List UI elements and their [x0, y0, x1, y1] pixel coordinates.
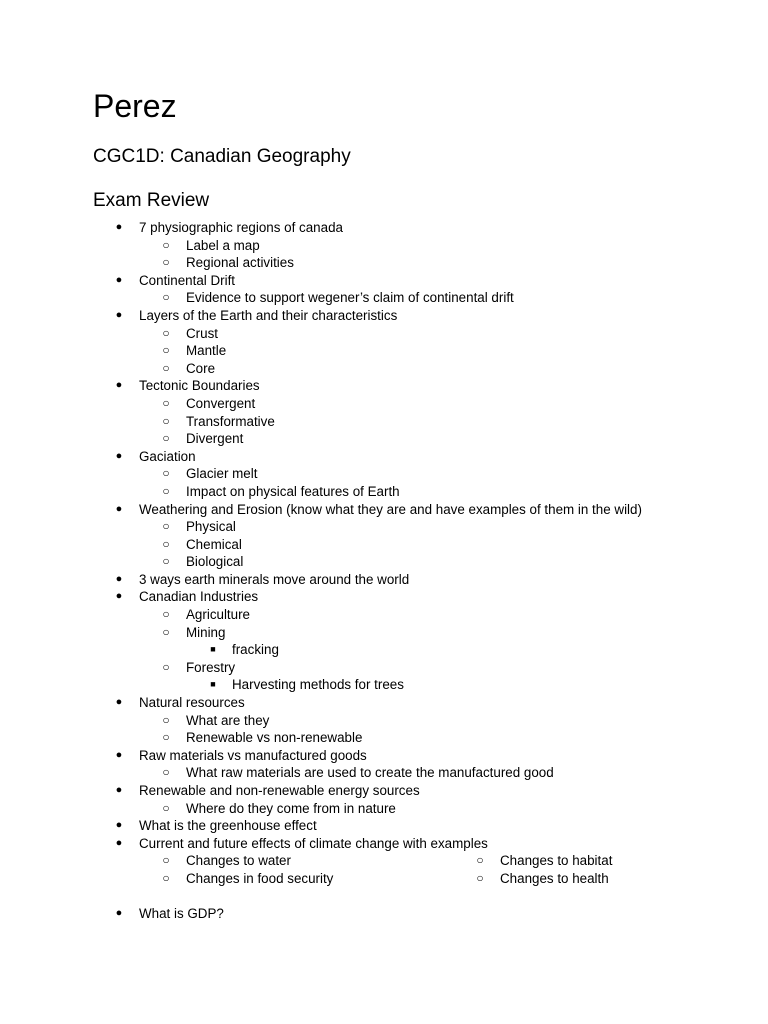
list-item-text: Gaciation: [139, 448, 196, 464]
list-item: [0, 272, 768, 290]
list-item-text: Changes in food security: [186, 870, 334, 886]
bullet-icon: ○: [162, 536, 170, 551]
bullet-icon: ●: [115, 449, 123, 462]
page-title: Perez: [93, 88, 177, 124]
bullet-icon: ○: [162, 395, 170, 410]
sub-list-item: [0, 483, 768, 501]
bullet-icon: ○: [162, 765, 170, 780]
bullet-icon: ○: [476, 853, 484, 868]
bullet-icon: ○: [162, 466, 170, 481]
list-item-text: Physical: [186, 519, 236, 535]
list-item-text: Current and future effects of climate change with examples: [139, 835, 488, 851]
sub-list-item: [0, 325, 768, 343]
list-item-text: Mining: [186, 624, 226, 640]
list-item-text: Tectonic Boundaries: [139, 378, 260, 394]
bullet-icon: ●: [115, 836, 123, 849]
sub-list-item: [0, 659, 768, 677]
list-item-text: Regional activities: [186, 255, 294, 271]
list-item-text: Renewable and non-renewable energy sources: [139, 783, 420, 798]
spacer: [0, 888, 768, 906]
list-item: [0, 377, 768, 395]
sub-list-item: [0, 800, 768, 818]
list-item-text: What are they: [186, 712, 270, 728]
bullet-icon: ○: [162, 853, 170, 868]
list-item-text: Transformative: [186, 413, 275, 429]
sub-list-item: [0, 624, 768, 642]
sub-list-item: [0, 536, 768, 554]
list-item-text: Glacier melt: [186, 466, 258, 482]
list-item: [0, 835, 768, 853]
bullet-icon: ○: [162, 624, 170, 639]
list-item-text: What raw materials are used to create the manufactured good: [186, 765, 554, 781]
list-item: [0, 219, 768, 237]
list-item: [0, 571, 768, 589]
list-item: [0, 588, 768, 606]
list-item-text: Core: [186, 360, 216, 376]
list-item-text: Harvesting methods for trees: [232, 677, 404, 693]
list-item-text: Crust: [186, 325, 218, 341]
bullet-icon: ○: [162, 659, 170, 674]
sub-list-item: [0, 254, 768, 272]
sub-list-item: [0, 518, 768, 536]
sub-list-item: [0, 729, 768, 747]
list-item: [0, 747, 768, 765]
list-item-text: 3 ways earth minerals move around the world: [139, 571, 410, 587]
list-item-text: Changes to water: [186, 853, 291, 869]
sub-list-item: [0, 430, 768, 448]
list-item-text: Natural resources: [139, 695, 245, 711]
list-item-text: Agriculture: [186, 607, 251, 623]
bullet-icon: ●: [115, 221, 123, 233]
list-item: [0, 905, 768, 923]
sub-list-item: [0, 360, 768, 378]
list-item-text: What is GDP?: [139, 906, 224, 922]
bullet-icon: ○: [162, 255, 170, 270]
list-item-text: Layers of the Earth and their characteristics: [139, 307, 398, 323]
section-heading: Exam Review: [93, 190, 210, 211]
list-item-text: Raw materials vs manufactured goods: [139, 747, 367, 763]
sub-sub-list-item: [0, 676, 768, 694]
bullet-icon: ●: [115, 819, 123, 832]
bullet-icon: ○: [162, 607, 170, 622]
review-outline: [0, 219, 768, 923]
list-item-text: Changes to habitat: [500, 853, 613, 869]
bullet-icon: ○: [162, 870, 170, 885]
sub-sub-list-item: [0, 641, 768, 659]
sub-list-item: [0, 764, 768, 782]
bullet-icon: ○: [162, 413, 170, 428]
bullet-icon: ●: [115, 308, 123, 321]
bullet-icon: ○: [162, 237, 170, 252]
two-column-row: [0, 870, 768, 888]
sub-list-item: [0, 465, 768, 483]
bullet-icon: ●: [115, 784, 123, 796]
list-item: [0, 501, 768, 519]
bullet-icon: ○: [162, 712, 170, 727]
course-title: CGC1D: Canadian Geography: [93, 146, 351, 167]
list-item-text: Weathering and Erosion (know what they are and have examples of them in the wild): [139, 501, 642, 517]
list-item: [0, 448, 768, 466]
bullet-icon: ○: [162, 360, 170, 375]
list-item: [0, 782, 768, 800]
bullet-icon: ○: [162, 800, 170, 815]
list-item-text: Renewable vs non-renewable: [186, 730, 363, 746]
bullet-icon: ●: [115, 590, 123, 603]
list-item-text: Chemical: [186, 536, 242, 552]
bullet-icon: ■: [210, 679, 216, 690]
bullet-icon: ●: [115, 572, 123, 585]
bullet-icon: ○: [162, 554, 170, 569]
list-item: [0, 694, 768, 712]
bullet-icon: ●: [115, 696, 123, 709]
bullet-icon: ■: [210, 644, 216, 655]
sub-list-item: [0, 395, 768, 413]
bullet-icon: ●: [115, 502, 123, 515]
list-item-text: What is the greenhouse effect: [139, 818, 317, 834]
bullet-icon: ○: [162, 730, 170, 745]
list-item-text: fracking: [232, 642, 279, 658]
sub-list-item: [0, 712, 768, 730]
list-item-text: Where do they come from in nature: [186, 800, 396, 816]
list-item-text: Impact on physical features of Earth: [186, 483, 400, 499]
sub-list-item: [0, 553, 768, 571]
list-item-text: Evidence to support wegener’s claim of continental drift: [186, 290, 514, 306]
list-item-text: Label a map: [186, 237, 260, 253]
list-item-text: Changes to health: [500, 870, 609, 886]
sub-list-item: [0, 606, 768, 624]
bullet-icon: ●: [115, 379, 123, 392]
sub-list-item: [0, 289, 768, 307]
list-item: [0, 307, 768, 325]
list-item-text: Biological: [186, 554, 244, 570]
sub-list-item: [0, 413, 768, 431]
bullet-icon: ●: [115, 748, 123, 761]
sub-list-item: [0, 237, 768, 255]
list-item: [0, 817, 768, 835]
bullet-icon: ○: [162, 290, 170, 305]
bullet-icon: ○: [162, 483, 170, 498]
list-item-text: Continental Drift: [139, 272, 236, 288]
sub-list-item: [0, 342, 768, 360]
list-item-text: Convergent: [186, 395, 256, 411]
list-item-text: Forestry: [186, 659, 236, 675]
list-item-text: 7 physiographic regions of canada: [139, 220, 343, 235]
bullet-icon: ○: [162, 343, 170, 358]
list-item-text: Canadian Industries: [139, 589, 259, 605]
list-item-text: Divergent: [186, 431, 244, 447]
bullet-icon: ○: [162, 325, 170, 340]
bullet-icon: ○: [476, 870, 484, 885]
bullet-icon: ○: [162, 519, 170, 534]
bullet-icon: ●: [115, 907, 123, 920]
bullet-icon: ●: [115, 273, 123, 286]
bullet-icon: ○: [162, 431, 170, 446]
list-item-text: Mantle: [186, 343, 227, 359]
two-column-row: [0, 852, 768, 870]
